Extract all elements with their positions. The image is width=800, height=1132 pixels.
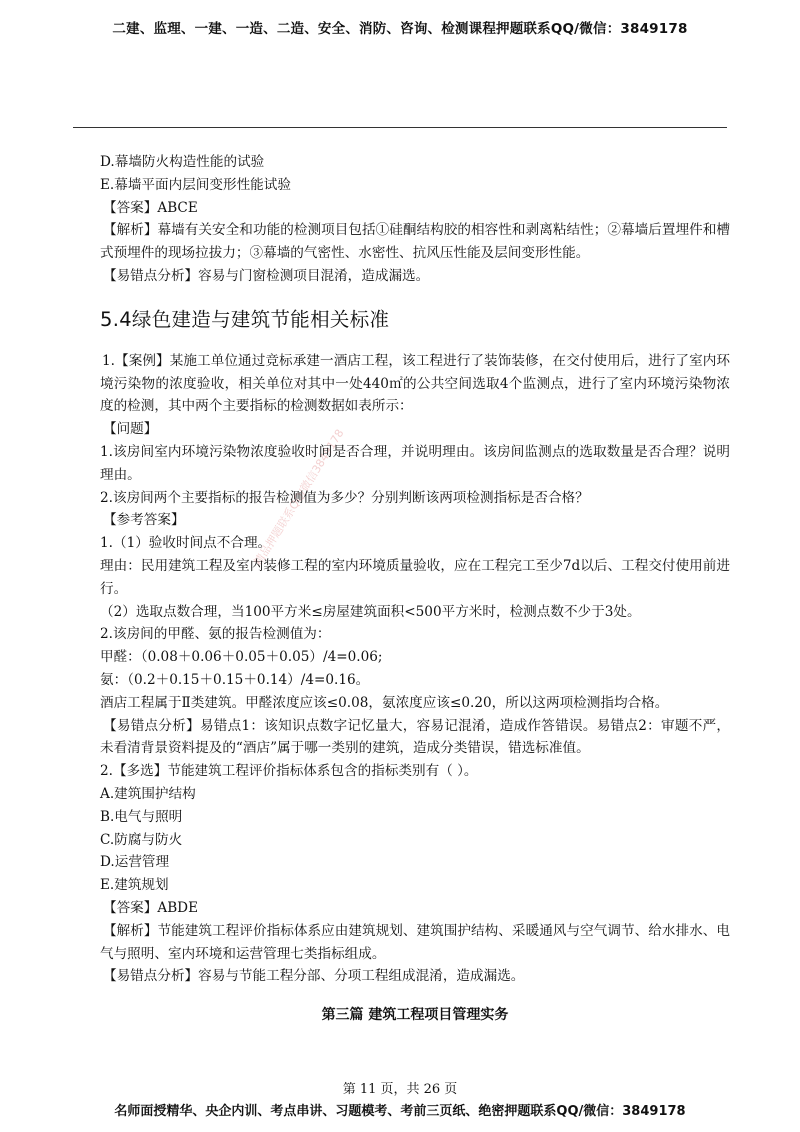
- answer-1-reason: 理由：民用建筑工程及室内装修工程的室内环境质量验收，应在工程完工至少7d以后、工程交付使用前进行。: [100, 557, 730, 597]
- ammonia-value: 氨：（0.2＋0.15＋0.15＋0.14）/4=0.16。: [100, 671, 370, 688]
- multi-option-e: E.建筑规划: [100, 877, 169, 894]
- multi-analysis: 【解析】节能建筑工程评价指标体系应由建筑规划、建筑围护结构、采暖通风与空气调节、给水排水、电气与照明、室内环境和运营管理七类指标组成。: [100, 922, 730, 962]
- error-analysis: 【易错点分析】容易与门窗检测项目混淆，造成漏选。: [103, 267, 430, 284]
- answer-label: 【参考答案】: [103, 512, 185, 529]
- watermark: 精品押题联系QQ/微信3849178: [251, 427, 347, 568]
- option-e: E.幕墙平面内层间变形性能试验: [100, 176, 291, 193]
- header-divider: [73, 127, 727, 128]
- multi-error-analysis: 【易错点分析】容易与节能工程分部、分项工程组成混淆，造成漏选。: [103, 968, 525, 985]
- question-1: 1.该房间室内环境污染物浓度验收时间是否合理，并说明理由。该房间监测点的选取数量是否合理？说明理由。: [100, 443, 730, 483]
- case-intro: 1.【案例】某施工单位通过竞标承建一酒店工程，该工程进行了装饰装修，在交付使用后，进行了室内环境污染物的浓度验收，相关单位对其中一处440㎡的公共空间选取4个监测点，进行了室内环境污染物浓度的检测，其中两个主要指标的检测数据如表所示：: [100, 352, 730, 415]
- formaldehyde-value: 甲醛：（0.08＋0.06＋0.05＋0.05）/4=0.06;: [100, 649, 383, 666]
- question-2: 2.该房间两个主要指标的报告检测值为多少？分别判断该两项检测指标是否合格？: [100, 489, 589, 506]
- page-body: [100, 151, 730, 1027]
- answer-1-2: （2）选取点数合理，当100平方米≤房屋建筑面积<500平方米时，检测点数不少于3处。: [100, 603, 641, 620]
- part-title: 第三篇 建筑工程项目管理实务: [321, 1007, 509, 1024]
- page-footer: 名师面授精华、央企内训、考点串讲、习题模考、考前三页纸、绝密押题联系QQ/微信：3849178: [114, 1104, 686, 1119]
- page-header: 二建、监理、一建、一造、二造、安全、消防、咨询、检测课程押题联系QQ/微信：3849178: [112, 21, 688, 37]
- multi-answer: 【答案】ABDE: [103, 899, 199, 916]
- multi-option-a: A.建筑围护结构: [100, 785, 196, 802]
- multi-option-d: D.运营管理: [100, 854, 170, 871]
- multi-option-b: B.电气与照明: [100, 808, 183, 825]
- question-label: 【问题】: [103, 421, 158, 438]
- answer-1: 1.（1）验收时间点不合理。: [100, 535, 272, 552]
- multi-stem: 2.【多选】节能建筑工程评价指标体系包含的指标类别有（ ）。: [100, 763, 478, 780]
- option-d: D.幕墙防火构造性能的试验: [100, 154, 265, 170]
- page-number: 第 11 页，共 26 页: [342, 1082, 458, 1097]
- case-error-analysis: 【易错点分析】易错点1：该知识点数字记忆量大，容易记混淆，造成作答错误。易错点2：审题不严，未看清背景资料提及的“酒店”属于哪一类别的建筑，造成分类错误，错选标准值。: [100, 717, 730, 757]
- multi-option-c: C.防腐与防火: [100, 831, 183, 848]
- answer: 【答案】ABCE: [103, 199, 198, 216]
- answer-2-conclusion: 酒店工程属于Ⅱ类建筑。甲醛浓度应该≤0.08，氨浓度应该≤0.20，所以这两项检测指均合格。: [100, 694, 669, 711]
- analysis: 【解析】幕墙有关安全和功能的检测项目包括①硅酮结构胶的相容性和剥离粘结性；②幕墙后置埋件和槽式预埋件的现场拉拔力；③幕墙的气密性、水密性、抗风压性能及层间变形性能。: [100, 222, 730, 262]
- section-title: 5.4绿色建造与建筑节能相关标准: [100, 307, 390, 331]
- answer-2: 2.该房间的甲醛、氨的报告检测值为：: [100, 626, 331, 643]
